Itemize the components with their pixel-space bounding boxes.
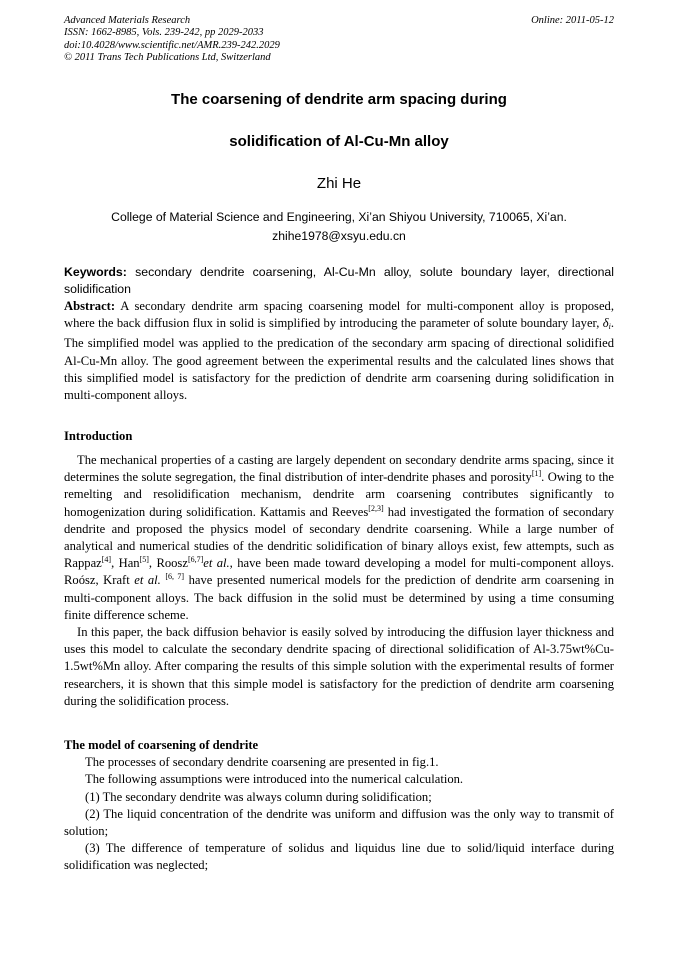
intro-p1-d: , Han [111,556,140,571]
citation: [4] [101,555,112,565]
citation: [6,7] [187,555,204,565]
introduction-body [64,452,614,710]
online-date: Online: 2011-05-12 [531,15,614,26]
issn-line: ISSN: 1662-8985, Vols. 239-242, pp 2029-2033 [64,27,264,39]
intro-p1-e: , Roosz [148,556,188,571]
author-name: Zhi He [316,175,362,192]
affiliation: College of Material Science and Engineering, Xi’an Shiyou University, 710065, Xi’an. [111,210,567,224]
paper-title-line-2: solidification of Al-Cu-Mn alloy [229,133,449,150]
introduction-heading: Introduction [64,429,133,443]
doi-line: doi:10.4028/www.scientific.net/AMR.239-242.2029 [64,39,280,51]
intro-paragraph-1 [64,452,614,624]
delta-subscript: i [608,322,611,332]
model-heading: The model of coarsening of dendrite [64,738,259,752]
paper-title-line-1: The coarsening of dendrite arm spacing during [171,91,507,108]
intro-p1-b: . Owing to the remelting and resolidification mechanism, dendrite arm coarsening contributes significantly to homogenization during solidification. Kattamis and Reeves [64,470,614,519]
citation: [2,3] [368,503,384,513]
intro-paragraph-2: In this paper, the back diffusion behavior is easily solved by introducing the diffusion layer thickness and uses this model to calculate the secondary dendrite spacing of directional solidification of Al-3.75wt%Cu-1.5wt%Mn alloy. After comparing the results of this simple solution with the experimental results of former researchers, it is shown that this simple model is satisfactory for the prediction of dendrite arm coarsening during the solidification process. [64,625,614,708]
copyright-line: © 2011 Trans Tech Publications Ltd, Switzerland [64,51,271,63]
assumption-1: (1) The secondary dendrite was always column during solidification; [85,789,432,804]
author-email: zhihe1978@xsyu.edu.cn [272,229,406,243]
keywords-label: Keywords: [64,265,127,279]
delta-symbol: δ [602,316,609,331]
intro-p1-c: had investigated the formation of secondary dendrite and proposed the physics model of secondary dendrite coarsening. While a large number of analytical and numerical studies of the dendritic solidification of binary alloys exist, few attempts, such as Rappaz [64,504,614,571]
abstract-label: Abstract: [64,299,116,313]
keywords [64,264,614,298]
et-al-2: et al. [134,573,161,588]
journal-name: Advanced Materials Research [64,15,191,26]
model-line-1: The processes of secondary dendrite coarsening are presented in fig.1. [85,755,439,770]
abstract-text-a: A secondary dendrite arm spacing coarsening model for multi-component alloy is proposed, where the back diffusion flux in solid is simplified by introducing the parameter of solute boundary layer, [64,299,614,331]
model-section [64,737,614,875]
abstract-text-b: . The simplified model was applied to the predication of the secondary arm spacing of directional solidified Al-Cu-Mn alloy. The good agreement between the experimental results and the calculated lines shows that this simplified model is satisfactory for the prediction of dendrite arm coarsening during solidification in multi-component alloys. [64,316,615,403]
model-line-2: The following assumptions were introduced into the numerical calculation. [85,772,464,787]
intro-p1-g: have presented numerical models for the prediction of dendrite arm coarsening in multi-component alloys. The back diffusion in the solid must be determined by using a time consuming finite difference scheme. [64,573,614,622]
citation: [6, 7] [165,572,185,582]
keywords-text: secondary dendrite coarsening, Al-Cu-Mn alloy, solute boundary layer, directional solidification [64,265,614,297]
assumption-3: (3) The difference of temperature of solidus and liquidus line due to solid/liquid interface during solidification was neglected; [64,841,614,873]
citation: [1] [531,469,542,479]
assumption-2: (2) The liquid concentration of the dendrite was uniform and diffusion was the only way to transmit of solution; [64,806,614,839]
journal-header [64,15,280,64]
citation: [5] [139,555,149,565]
abstract [64,298,614,404]
intro-p1-f: have been made toward developing a model for multi-component alloys. Roósz, Kraft [64,556,614,588]
intro-p1-a: The mechanical properties of a casting are largely dependent on secondary dendrite arms spacing, since it determines the solute segregation, the final distribution of inter-dendrite phases and porosity [64,453,614,485]
et-al-1: et al., [203,556,233,571]
